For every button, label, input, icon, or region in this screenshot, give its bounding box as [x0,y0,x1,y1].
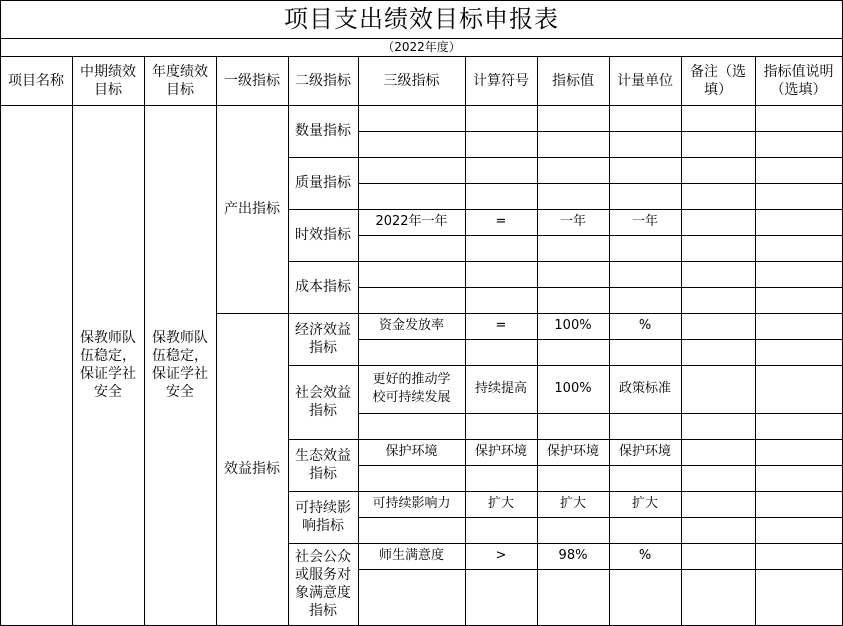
header-unit: 计量单位 [617,72,673,89]
header-year-goal: 年度绩效 目标 [152,63,208,98]
level2-sustainable: 可持续影 响指标 [295,500,351,534]
grid-line [358,131,843,132]
grid-line [358,235,843,236]
level2-quantity: 数量指标 [295,123,351,139]
grid-line [755,56,756,626]
annual-goal: 保教师队 伍稳定， 保证学社 安全 [152,330,208,400]
header-level1: 一级指标 [224,72,280,89]
grid-line [537,56,538,626]
level2-economic: 经济效益 指标 [295,322,351,356]
header-mid-goal: 中期绩效 目标 [80,63,136,98]
mid-term-goal: 保教师队 伍稳定， 保证学社 安全 [80,330,136,400]
header-level2: 二级指标 [295,72,351,89]
row-economic-symbol: = [495,318,507,333]
level2-timeliness: 时效指标 [295,227,351,243]
row-satisfaction-value: 98% [558,548,588,563]
row-economic-unit: % [638,318,652,333]
header-level3: 三级指标 [383,72,440,89]
grid-line [609,56,610,626]
row-ecological-item: 保护环境 [385,444,438,459]
grid-line [358,465,843,466]
row-satisfaction-item: 师生满意度 [378,548,444,563]
header-desc: 指标值说明 （选填） [763,63,834,98]
level2-satisfaction: 社会公众 或服务对 象满意度 指标 [295,549,351,619]
grid-line [288,157,843,158]
row-ecological-symbol: 保护环境 [474,444,527,459]
grid-line [358,287,843,288]
grid-line [358,413,843,414]
level1-output: 产出指标 [224,201,280,217]
grid-line [358,56,359,626]
header-project-name: 项目名称 [8,72,64,89]
level2-social: 社会效益 指标 [295,385,351,419]
level2-quality: 质量指标 [295,175,351,191]
level1-benefit: 效益指标 [224,461,280,477]
level2-cost: 成本指标 [295,279,351,295]
row-ecological-unit: 保护环境 [618,444,671,459]
row-ecological-value: 保护环境 [546,444,599,459]
form-year: （2022年度） [382,40,461,54]
level2-ecological: 生态效益 指标 [295,448,351,482]
row-timeliness-unit: 一年 [631,214,658,229]
row-social-item: 更好的推动学 校可持续发展 [372,372,451,405]
row-economic-value: 100% [554,318,592,333]
form-title: 项目支出绩效目标申报表 [284,5,559,33]
header-value: 指标值 [552,72,594,89]
grid-line [465,56,466,626]
grid-line [288,261,843,262]
row-social-unit: 政策标准 [618,381,671,396]
row-timeliness-item: 2022年一年 [375,214,448,229]
grid-line [358,517,843,518]
row-timeliness-value: 一年 [559,214,586,229]
header-note: 备注（选 填） [690,63,746,98]
row-timeliness-symbol: = [495,214,507,229]
row-sustainable-item: 可持续影响力 [372,496,451,511]
grid-line [681,56,682,626]
grid-line [358,569,843,570]
row-sustainable-value: 扩大 [559,496,586,511]
row-satisfaction-unit: % [638,548,652,563]
grid-line [358,183,843,184]
grid-line [358,339,843,340]
row-social-symbol: 持续提高 [474,381,527,396]
row-satisfaction-symbol: > [495,548,507,563]
row-sustainable-symbol: 扩大 [487,496,514,511]
header-symbol: 计算符号 [473,72,529,89]
row-sustainable-unit: 扩大 [631,496,658,511]
row-social-value: 100% [554,381,592,396]
row-economic-item: 资金发放率 [378,318,444,333]
